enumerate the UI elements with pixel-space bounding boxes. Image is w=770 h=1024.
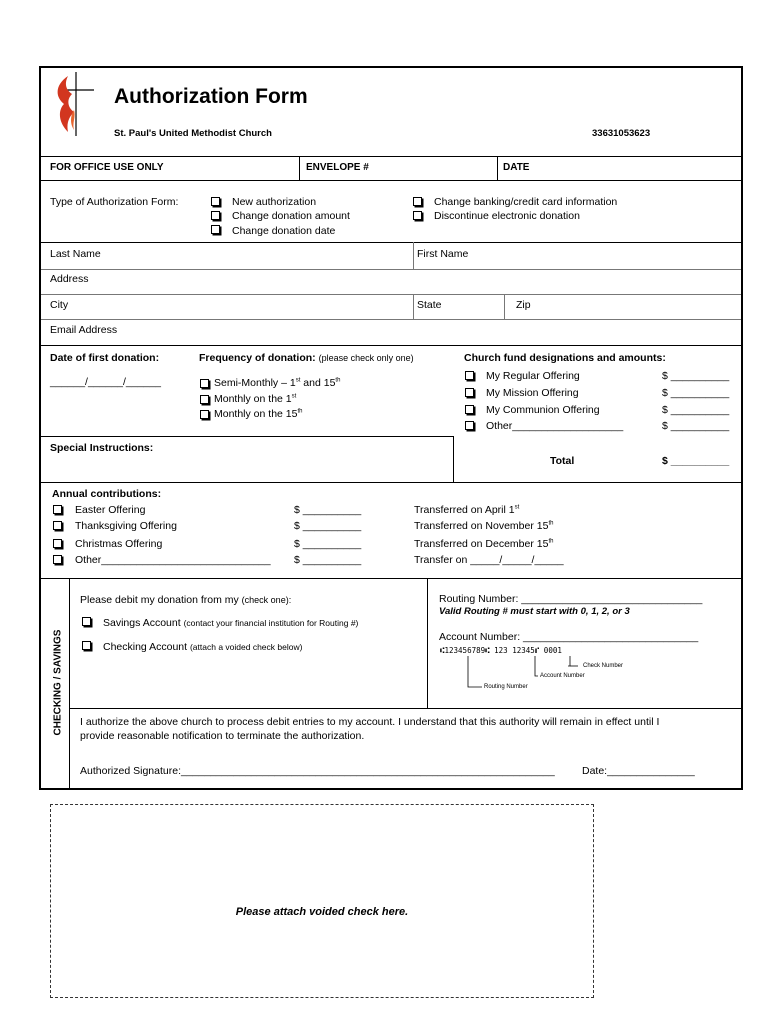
monthly-1st-checkbox[interactable] [200,395,209,404]
authorization-text [80,715,659,743]
annual-amount[interactable]: $ __________ [294,538,362,550]
ordinal: th [335,377,341,384]
address-field[interactable]: Address [50,273,89,285]
micr-line: ⑆123456789⑆ 123 12345⑈ 0001 [440,646,562,655]
debit-note: (check one): [241,595,292,605]
ordinal: st [514,504,520,511]
fund-checkbox[interactable] [465,405,474,414]
semi-monthly-label [214,377,340,389]
page-title: Authorization Form [114,85,308,108]
fund-checkbox[interactable] [465,388,474,397]
transfer-text: Transferred on April 1 [414,504,515,516]
fund-checkbox[interactable] [465,421,474,430]
first-donation-input[interactable]: ______/______/______ [50,376,161,388]
total-amount[interactable]: $ __________ [662,455,730,467]
form-number: 33631053623 [592,128,651,139]
transfer-november [414,520,553,532]
annual-amount[interactable]: $ __________ [294,504,362,516]
monthly-15th-label [214,408,303,420]
annual-label: Annual contributions: [52,488,162,500]
savings-text: Savings Account [103,617,184,629]
savings-label [103,617,358,629]
checking-text: Checking Account [103,641,190,653]
date-label: DATE [503,162,530,173]
first-donation-label: Date of first donation: [50,352,160,364]
annual-item: Other_____________________________ [75,554,271,566]
checking-savings-label: CHECKING / SAVINGS [52,629,64,736]
city-field[interactable]: City [50,299,69,311]
option-label: Discontinue electronic donation [434,210,580,222]
frequency-note: (please check only one) [318,353,414,363]
zip-field[interactable]: Zip [516,299,531,311]
routing-number-field[interactable]: Routing Number: _______________________________ [439,593,703,605]
annual-item: Christmas Offering [75,538,163,550]
annual-item: Easter Offering [75,504,146,516]
transfer-text: Transferred on December 15 [414,538,549,550]
authorization-line: provide reasonable notification to terminate the authorization. [80,730,365,742]
transfer-april [414,504,519,516]
fund-amount[interactable]: $ __________ [662,370,730,382]
ordinal: th [548,520,554,527]
routing-note: Valid Routing # must start with 0, 1, 2, or 3 [439,606,630,617]
account-number-field[interactable]: Account Number: ______________________________ [439,631,699,643]
ordinal: st [295,377,301,384]
annual-checkbox[interactable] [53,539,62,548]
option-label: Change banking/credit card information [434,196,618,208]
check-number-caption: Check Number [583,663,624,669]
freq-text: and 15 [300,377,336,389]
monthly-1st-label [214,393,296,405]
annual-item: Thanksgiving Offering [75,520,177,532]
state-field[interactable]: State [417,299,442,311]
transfer-other[interactable]: Transfer on _____/_____/_____ [414,554,564,566]
change-date-checkbox[interactable] [211,225,220,234]
auth-type-label: Type of Authorization Form: [50,196,179,208]
annual-checkbox[interactable] [53,505,62,514]
debit-line [80,594,291,606]
change-banking-checkbox[interactable] [413,197,422,206]
checking-checkbox[interactable] [82,641,91,650]
signature-date-field[interactable]: Date:_______________ [582,765,695,777]
email-field[interactable]: Email Address [50,324,118,336]
savings-note: (contact your financial institution for Routing #) [183,618,359,628]
ordinal: st [291,393,297,400]
envelope-label: ENVELOPE # [306,162,369,173]
frequency-label: Frequency of donation: [199,352,316,364]
checking-label [103,641,302,653]
special-instructions-label[interactable]: Special Instructions: [50,442,154,454]
annual-checkbox[interactable] [53,521,62,530]
office-use-label: FOR OFFICE USE ONLY [50,162,164,173]
account-number-caption: Account Number [540,673,585,679]
signature-field[interactable]: Authorized Signature:________________________________________________________________ [80,765,555,777]
annual-amount[interactable]: $ __________ [294,520,362,532]
option-label: Change donation date [232,225,336,237]
option-label: Change donation amount [232,210,350,222]
fund-item: My Mission Offering [486,387,579,399]
authorization-line: I authorize the above church to process debit entries to my account. I understand that this authority will remain in effect until I [80,716,660,728]
option-label: New authorization [232,196,317,208]
voided-check-area [50,804,594,998]
frequency-header [199,352,414,364]
checking-note: (attach a voided check below) [189,642,303,652]
fund-item: My Communion Offering [486,404,600,416]
ordinal: th [548,538,554,545]
fund-amount[interactable]: $ __________ [662,404,730,416]
fund-item: My Regular Offering [486,370,580,382]
fund-item: Other___________________ [486,420,624,432]
change-amount-checkbox[interactable] [211,211,220,220]
authorization-form [39,66,743,790]
church-name: St. Paul's United Methodist Church [114,128,272,139]
freq-text: Monthly on the 1 [214,393,292,405]
savings-checkbox[interactable] [82,617,91,626]
new-auth-checkbox[interactable] [211,197,220,206]
fund-checkbox[interactable] [465,371,474,380]
semi-monthly-checkbox[interactable] [200,379,209,388]
annual-amount[interactable]: $ __________ [294,554,362,566]
routing-number-caption: Routing Number [484,684,528,690]
freq-text: Monthly on the 15 [214,408,298,420]
discontinue-checkbox[interactable] [413,211,422,220]
monthly-15th-checkbox[interactable] [200,410,209,419]
transfer-december [414,538,553,550]
freq-text: Semi-Monthly – 1 [214,377,296,389]
total-label: Total [550,455,575,467]
attach-check-text: Please attach voided check here. [235,906,409,918]
transfer-text: Transferred on November 15 [414,520,549,532]
first-name-field[interactable]: First Name [417,248,469,260]
ordinal: th [297,408,303,415]
fund-amount[interactable]: $ __________ [662,420,730,432]
fund-label: Church fund designations and amounts: [464,352,666,364]
last-name-field[interactable]: Last Name [50,248,101,260]
annual-checkbox[interactable] [53,555,62,564]
debit-text: Please debit my donation from my [80,594,242,606]
fund-amount[interactable]: $ __________ [662,387,730,399]
